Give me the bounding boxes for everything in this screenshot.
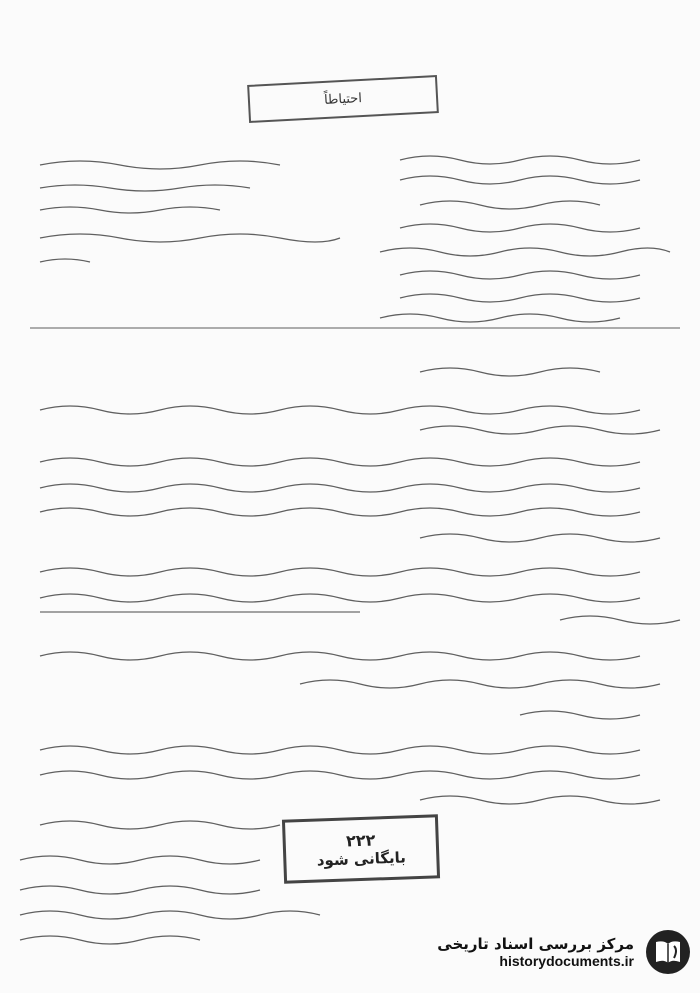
archive-stamp-text: بایگانی شود	[316, 847, 407, 870]
watermark-name: مرکز بررسی اسناد تاریخی	[437, 935, 634, 953]
archive-stamp	[282, 814, 440, 883]
watermark-text	[437, 935, 634, 969]
archive-stamp-number: ۲۲۲	[345, 830, 376, 851]
classification-stamp-text: احتیاطاً	[323, 90, 363, 108]
watermark-url: historydocuments.ir	[499, 953, 634, 969]
watermark-logo	[412, 923, 692, 981]
book-archive-icon	[644, 928, 692, 976]
